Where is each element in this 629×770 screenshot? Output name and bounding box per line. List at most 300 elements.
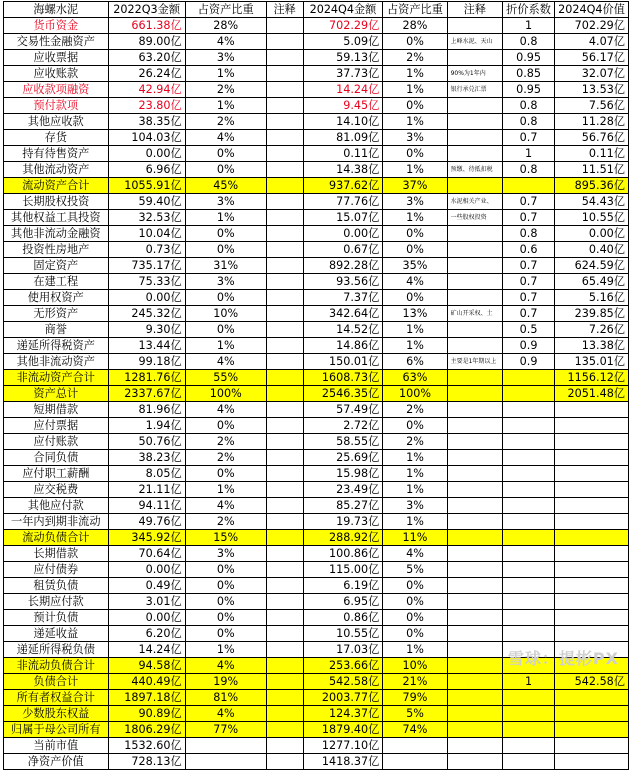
cell-q3-note[interactable] <box>266 706 303 722</box>
cell-q3-ratio[interactable]: 3% <box>185 194 266 210</box>
cell-q4-ratio[interactable]: 0% <box>383 98 447 114</box>
cell-q4-note[interactable] <box>447 98 503 114</box>
cell-q4-value[interactable] <box>555 514 629 530</box>
cell-q4-note[interactable]: 水泥相关产业、 <box>447 194 503 210</box>
cell-q3-note[interactable] <box>266 82 303 98</box>
cell-q4-value[interactable]: 54.43亿 <box>555 194 629 210</box>
cell-q3-note[interactable] <box>266 610 303 626</box>
cell-factor[interactable]: 0.95 <box>503 50 555 66</box>
cell-name[interactable]: 所有者权益合计 <box>4 690 109 706</box>
cell-q3-amount[interactable]: 70.64亿 <box>108 546 185 562</box>
cell-q3-amount[interactable]: 32.53亿 <box>108 210 185 226</box>
header-cell-q3-note[interactable]: 注释 <box>266 2 303 18</box>
cell-q3-amount[interactable]: 14.24亿 <box>108 642 185 658</box>
cell-factor[interactable] <box>503 466 555 482</box>
cell-factor[interactable] <box>503 418 555 434</box>
cell-q3-note[interactable] <box>266 482 303 498</box>
cell-factor[interactable] <box>503 178 555 194</box>
cell-q4-amount[interactable]: 14.86亿 <box>303 338 383 354</box>
cell-q4-value[interactable]: 0.40亿 <box>555 242 629 258</box>
cell-q4-value[interactable]: 56.17亿 <box>555 50 629 66</box>
cell-q4-ratio[interactable]: 37% <box>383 178 447 194</box>
cell-q4-ratio[interactable]: 0% <box>383 626 447 642</box>
cell-q4-ratio[interactable]: 0% <box>383 578 447 594</box>
cell-q4-value[interactable] <box>555 738 629 754</box>
cell-factor[interactable]: 0.8 <box>503 34 555 50</box>
cell-factor[interactable]: 0.8 <box>503 114 555 130</box>
cell-q3-note[interactable] <box>266 18 303 34</box>
cell-q4-ratio[interactable]: 2% <box>383 402 447 418</box>
cell-q4-ratio[interactable]: 0% <box>383 226 447 242</box>
cell-q4-amount[interactable]: 15.07亿 <box>303 210 383 226</box>
cell-factor[interactable] <box>503 370 555 386</box>
cell-q4-note[interactable] <box>447 338 503 354</box>
cell-q3-note[interactable] <box>266 530 303 546</box>
cell-name[interactable]: 无形资产 <box>4 306 109 322</box>
cell-q4-note[interactable] <box>447 130 503 146</box>
cell-q4-amount[interactable]: 2546.35亿 <box>303 386 383 402</box>
cell-q3-ratio[interactable]: 4% <box>185 34 266 50</box>
cell-q4-note[interactable] <box>447 562 503 578</box>
cell-q4-amount[interactable]: 150.01亿 <box>303 354 383 370</box>
cell-q3-amount[interactable]: 23.80亿 <box>108 98 185 114</box>
cell-q4-value[interactable]: 7.26亿 <box>555 322 629 338</box>
cell-factor[interactable]: 0.7 <box>503 194 555 210</box>
cell-q3-ratio[interactable]: 0% <box>185 146 266 162</box>
cell-q4-amount[interactable]: 37.73亿 <box>303 66 383 82</box>
cell-factor[interactable] <box>503 386 555 402</box>
cell-factor[interactable]: 1 <box>503 18 555 34</box>
cell-q4-note[interactable] <box>447 498 503 514</box>
cell-q3-ratio[interactable]: 0% <box>185 578 266 594</box>
cell-q3-amount[interactable]: 3.01亿 <box>108 594 185 610</box>
cell-q3-note[interactable] <box>266 594 303 610</box>
cell-factor[interactable] <box>503 754 555 770</box>
cell-q4-note[interactable] <box>447 642 503 658</box>
cell-q3-ratio[interactable]: 4% <box>185 354 266 370</box>
cell-q3-amount[interactable]: 9.30亿 <box>108 322 185 338</box>
cell-q4-value[interactable] <box>555 402 629 418</box>
cell-q3-amount[interactable]: 63.20亿 <box>108 50 185 66</box>
cell-q4-note[interactable] <box>447 50 503 66</box>
cell-q3-note[interactable] <box>266 690 303 706</box>
cell-name[interactable]: 在建工程 <box>4 274 109 290</box>
cell-q3-amount[interactable]: 99.18亿 <box>108 354 185 370</box>
cell-q3-amount[interactable]: 2337.67亿 <box>108 386 185 402</box>
cell-q4-value[interactable] <box>555 450 629 466</box>
cell-q3-amount[interactable]: 661.38亿 <box>108 18 185 34</box>
cell-q3-note[interactable] <box>266 114 303 130</box>
cell-factor[interactable] <box>503 530 555 546</box>
cell-q3-amount[interactable]: 10.04亿 <box>108 226 185 242</box>
cell-q3-amount[interactable]: 0.00亿 <box>108 290 185 306</box>
cell-q3-note[interactable] <box>266 194 303 210</box>
cell-q3-note[interactable] <box>266 450 303 466</box>
cell-q4-note[interactable] <box>447 754 503 770</box>
cell-q4-value[interactable] <box>555 498 629 514</box>
cell-q4-value[interactable]: 10.55亿 <box>555 210 629 226</box>
cell-factor[interactable]: 0.6 <box>503 242 555 258</box>
cell-q4-note[interactable] <box>447 594 503 610</box>
cell-q4-note[interactable] <box>447 578 503 594</box>
cell-factor[interactable]: 0.7 <box>503 306 555 322</box>
cell-q3-note[interactable] <box>266 210 303 226</box>
cell-q4-note[interactable]: 90%为1年内 <box>447 66 503 82</box>
cell-name[interactable]: 交易性金融资产 <box>4 34 109 50</box>
cell-factor[interactable]: 0.7 <box>503 258 555 274</box>
cell-q3-amount[interactable]: 38.23亿 <box>108 450 185 466</box>
cell-q4-note[interactable] <box>447 322 503 338</box>
cell-factor[interactable]: 0.7 <box>503 210 555 226</box>
cell-q3-ratio[interactable]: 3% <box>185 546 266 562</box>
cell-name[interactable]: 存货 <box>4 130 109 146</box>
cell-q3-note[interactable] <box>266 50 303 66</box>
cell-q3-ratio[interactable]: 4% <box>185 130 266 146</box>
header-cell-factor[interactable]: 折价系数 <box>503 2 555 18</box>
cell-q3-amount[interactable]: 1897.18亿 <box>108 690 185 706</box>
cell-q4-note[interactable] <box>447 626 503 642</box>
cell-q3-amount[interactable]: 49.76亿 <box>108 514 185 530</box>
cell-q4-note[interactable] <box>447 546 503 562</box>
cell-q3-note[interactable] <box>266 146 303 162</box>
cell-q3-amount[interactable]: 0.00亿 <box>108 610 185 626</box>
cell-q4-ratio[interactable]: 2% <box>383 434 447 450</box>
cell-q4-amount[interactable]: 1418.37亿 <box>303 754 383 770</box>
cell-q3-amount[interactable]: 1.94亿 <box>108 418 185 434</box>
cell-q4-value[interactable] <box>555 482 629 498</box>
cell-q3-ratio[interactable]: 81% <box>185 690 266 706</box>
cell-q3-ratio[interactable]: 0% <box>185 594 266 610</box>
cell-q4-value[interactable] <box>555 530 629 546</box>
cell-q4-amount[interactable]: 100.86亿 <box>303 546 383 562</box>
cell-q3-ratio[interactable]: 55% <box>185 370 266 386</box>
cell-q3-ratio[interactable]: 4% <box>185 706 266 722</box>
cell-q3-note[interactable] <box>266 98 303 114</box>
cell-q4-value[interactable]: 895.36亿 <box>555 178 629 194</box>
cell-q4-note[interactable]: 主要是1年期以上 <box>447 354 503 370</box>
cell-name[interactable]: 资产总计 <box>4 386 109 402</box>
cell-q3-note[interactable] <box>266 370 303 386</box>
cell-q4-note[interactable] <box>447 242 503 258</box>
cell-q3-ratio[interactable]: 0% <box>185 626 266 642</box>
cell-name[interactable]: 长期股权投资 <box>4 194 109 210</box>
cell-q4-ratio[interactable]: 0% <box>383 146 447 162</box>
cell-q4-value[interactable]: 11.28亿 <box>555 114 629 130</box>
cell-q4-note[interactable] <box>447 434 503 450</box>
cell-q3-ratio[interactable]: 0% <box>185 226 266 242</box>
cell-q4-value[interactable]: 11.51亿 <box>555 162 629 178</box>
cell-q4-note[interactable] <box>447 482 503 498</box>
cell-q3-ratio[interactable]: 0% <box>185 562 266 578</box>
cell-name[interactable]: 应收款项融资 <box>4 82 109 98</box>
cell-q4-ratio[interactable]: 100% <box>383 386 447 402</box>
cell-q4-value[interactable]: 542.58亿 <box>555 674 629 690</box>
cell-factor[interactable] <box>503 482 555 498</box>
cell-q3-ratio[interactable]: 4% <box>185 498 266 514</box>
cell-q3-note[interactable] <box>266 658 303 674</box>
header-cell-q4-note[interactable]: 注释 <box>447 2 503 18</box>
cell-q4-note[interactable] <box>447 146 503 162</box>
cell-q3-ratio[interactable]: 1% <box>185 482 266 498</box>
cell-q4-ratio[interactable]: 6% <box>383 354 447 370</box>
cell-q4-value[interactable]: 624.59亿 <box>555 258 629 274</box>
cell-q3-ratio[interactable]: 31% <box>185 258 266 274</box>
cell-q4-ratio[interactable]: 1% <box>383 450 447 466</box>
cell-q4-value[interactable] <box>555 418 629 434</box>
cell-q3-note[interactable] <box>266 754 303 770</box>
cell-q3-amount[interactable]: 0.00亿 <box>108 562 185 578</box>
cell-q3-amount[interactable]: 1532.60亿 <box>108 738 185 754</box>
cell-q4-amount[interactable]: 253.66亿 <box>303 658 383 674</box>
cell-q4-amount[interactable]: 85.27亿 <box>303 498 383 514</box>
cell-q3-amount[interactable]: 38.35亿 <box>108 114 185 130</box>
cell-q4-ratio[interactable]: 0% <box>383 290 447 306</box>
cell-name[interactable]: 其他应收款 <box>4 114 109 130</box>
cell-q4-ratio[interactable]: 2% <box>383 50 447 66</box>
cell-q3-ratio[interactable]: 19% <box>185 674 266 690</box>
cell-q4-value[interactable]: 5.16亿 <box>555 290 629 306</box>
cell-q4-amount[interactable]: 342.64亿 <box>303 306 383 322</box>
cell-q4-ratio[interactable]: 5% <box>383 562 447 578</box>
cell-name[interactable]: 持有待售资产 <box>4 146 109 162</box>
cell-q3-ratio[interactable]: 28% <box>185 18 266 34</box>
cell-q4-amount[interactable]: 6.95亿 <box>303 594 383 610</box>
cell-q3-note[interactable] <box>266 66 303 82</box>
cell-q4-note[interactable] <box>447 658 503 674</box>
cell-q4-value[interactable] <box>555 578 629 594</box>
cell-q3-amount[interactable]: 440.49亿 <box>108 674 185 690</box>
cell-q3-amount[interactable]: 6.20亿 <box>108 626 185 642</box>
cell-q4-amount[interactable]: 937.62亿 <box>303 178 383 194</box>
cell-q4-note[interactable] <box>447 514 503 530</box>
cell-factor[interactable]: 0.5 <box>503 322 555 338</box>
cell-q4-amount[interactable]: 0.86亿 <box>303 610 383 626</box>
cell-q4-amount[interactable]: 542.58亿 <box>303 674 383 690</box>
cell-q4-value[interactable]: 4.07亿 <box>555 34 629 50</box>
header-cell-q3-ratio[interactable]: 占资产比重 <box>185 2 266 18</box>
cell-name[interactable]: 应付债券 <box>4 562 109 578</box>
cell-q3-ratio[interactable]: 77% <box>185 722 266 738</box>
cell-q4-note[interactable]: 银行承兑汇票 <box>447 82 503 98</box>
cell-q3-amount[interactable]: 59.40亿 <box>108 194 185 210</box>
cell-factor[interactable] <box>503 562 555 578</box>
cell-q4-value[interactable] <box>555 434 629 450</box>
cell-q4-value[interactable]: 0.11亿 <box>555 146 629 162</box>
header-cell-q4-ratio[interactable]: 占资产比重 <box>383 2 447 18</box>
cell-q3-amount[interactable]: 21.11亿 <box>108 482 185 498</box>
cell-q4-ratio[interactable]: 5% <box>383 706 447 722</box>
cell-q4-note[interactable] <box>447 226 503 242</box>
cell-q3-amount[interactable]: 8.05亿 <box>108 466 185 482</box>
cell-q4-note[interactable] <box>447 530 503 546</box>
cell-q3-note[interactable] <box>266 578 303 594</box>
cell-q3-note[interactable] <box>266 466 303 482</box>
cell-q3-amount[interactable]: 728.13亿 <box>108 754 185 770</box>
header-cell-q3-amount[interactable]: 2022Q3金额 <box>108 2 185 18</box>
cell-factor[interactable] <box>503 594 555 610</box>
cell-name[interactable]: 长期应付款 <box>4 594 109 610</box>
cell-q4-amount[interactable]: 0.11亿 <box>303 146 383 162</box>
cell-q3-ratio[interactable] <box>185 754 266 770</box>
cell-q3-note[interactable] <box>266 242 303 258</box>
cell-q4-note[interactable]: 矿山开采权、土 <box>447 306 503 322</box>
cell-name[interactable]: 应付职工薪酬 <box>4 466 109 482</box>
cell-q4-ratio[interactable]: 1% <box>383 66 447 82</box>
cell-q4-note[interactable] <box>447 674 503 690</box>
cell-q4-value[interactable] <box>555 722 629 738</box>
cell-q4-amount[interactable]: 2003.77亿 <box>303 690 383 706</box>
cell-name[interactable]: 流动资产合计 <box>4 178 109 194</box>
cell-name[interactable]: 应付账款 <box>4 434 109 450</box>
cell-name[interactable]: 预计负债 <box>4 610 109 626</box>
cell-q4-amount[interactable]: 81.09亿 <box>303 130 383 146</box>
header-cell-company[interactable]: 海螺水泥 <box>4 2 109 18</box>
cell-q4-amount[interactable]: 0.67亿 <box>303 242 383 258</box>
cell-factor[interactable] <box>503 450 555 466</box>
cell-q4-value[interactable] <box>555 594 629 610</box>
cell-factor[interactable] <box>503 690 555 706</box>
cell-name[interactable]: 应收账款 <box>4 66 109 82</box>
cell-q4-ratio[interactable]: 0% <box>383 418 447 434</box>
cell-name[interactable]: 其他非流动金融资 <box>4 226 109 242</box>
cell-q4-ratio[interactable]: 1% <box>383 642 447 658</box>
cell-q3-note[interactable] <box>266 626 303 642</box>
cell-factor[interactable] <box>503 498 555 514</box>
cell-name[interactable]: 其他流动资产 <box>4 162 109 178</box>
cell-q3-ratio[interactable]: 3% <box>185 274 266 290</box>
cell-factor[interactable]: 0.7 <box>503 130 555 146</box>
cell-q4-note[interactable] <box>447 418 503 434</box>
cell-q3-note[interactable] <box>266 546 303 562</box>
cell-q3-amount[interactable]: 89.00亿 <box>108 34 185 50</box>
cell-name[interactable]: 当前市值 <box>4 738 109 754</box>
cell-q3-amount[interactable]: 0.73亿 <box>108 242 185 258</box>
header-cell-q4-value[interactable]: 2024Q4价值 <box>555 2 629 18</box>
cell-q4-ratio[interactable]: 11% <box>383 530 447 546</box>
cell-q4-note[interactable] <box>447 114 503 130</box>
cell-q4-value[interactable]: 7.56亿 <box>555 98 629 114</box>
cell-q3-amount[interactable]: 42.94亿 <box>108 82 185 98</box>
cell-q3-amount[interactable]: 13.44亿 <box>108 338 185 354</box>
cell-name[interactable]: 净资产价值 <box>4 754 109 770</box>
cell-q4-amount[interactable]: 6.19亿 <box>303 578 383 594</box>
cell-factor[interactable]: 0.8 <box>503 226 555 242</box>
cell-q4-value[interactable]: 2051.48亿 <box>555 386 629 402</box>
cell-q3-amount[interactable]: 245.32亿 <box>108 306 185 322</box>
cell-q4-amount[interactable]: 892.28亿 <box>303 258 383 274</box>
cell-q3-ratio[interactable]: 1% <box>185 66 266 82</box>
cell-q3-note[interactable] <box>266 290 303 306</box>
cell-q4-value[interactable] <box>555 562 629 578</box>
cell-q4-amount[interactable]: 23.49亿 <box>303 482 383 498</box>
cell-name[interactable]: 流动负债合计 <box>4 530 109 546</box>
cell-name[interactable]: 递延收益 <box>4 626 109 642</box>
cell-q4-ratio[interactable]: 1% <box>383 338 447 354</box>
cell-name[interactable]: 归属于母公司所有 <box>4 722 109 738</box>
cell-q3-note[interactable] <box>266 178 303 194</box>
cell-q4-amount[interactable]: 1277.10亿 <box>303 738 383 754</box>
cell-q4-value[interactable]: 702.29亿 <box>555 18 629 34</box>
cell-factor[interactable] <box>503 722 555 738</box>
cell-q4-ratio[interactable]: 4% <box>383 546 447 562</box>
cell-q4-amount[interactable]: 1879.40亿 <box>303 722 383 738</box>
cell-name[interactable]: 非流动资产合计 <box>4 370 109 386</box>
cell-q4-amount[interactable]: 115.00亿 <box>303 562 383 578</box>
cell-q4-note[interactable]: 上峰水泥、天山 <box>447 34 503 50</box>
cell-q3-note[interactable] <box>266 386 303 402</box>
cell-q4-value[interactable] <box>555 626 629 642</box>
cell-q3-note[interactable] <box>266 306 303 322</box>
cell-q4-value[interactable]: 13.53亿 <box>555 82 629 98</box>
cell-q3-ratio[interactable]: 2% <box>185 514 266 530</box>
cell-q4-amount[interactable]: 9.45亿 <box>303 98 383 114</box>
cell-q4-ratio[interactable]: 3% <box>383 498 447 514</box>
cell-name[interactable]: 租赁负债 <box>4 578 109 594</box>
cell-q4-ratio[interactable]: 13% <box>383 306 447 322</box>
cell-q4-ratio[interactable]: 0% <box>383 610 447 626</box>
cell-q4-amount[interactable]: 93.56亿 <box>303 274 383 290</box>
cell-q3-note[interactable] <box>266 274 303 290</box>
cell-q3-ratio[interactable]: 15% <box>185 530 266 546</box>
cell-name[interactable]: 递延所得税资产 <box>4 338 109 354</box>
cell-q3-ratio[interactable]: 100% <box>185 386 266 402</box>
cell-q4-ratio[interactable]: 3% <box>383 130 447 146</box>
cell-q4-note[interactable] <box>447 690 503 706</box>
cell-q4-ratio[interactable]: 74% <box>383 722 447 738</box>
cell-q4-amount[interactable]: 2.72亿 <box>303 418 383 434</box>
cell-name[interactable]: 应交税费 <box>4 482 109 498</box>
cell-q3-amount[interactable]: 94.11亿 <box>108 498 185 514</box>
cell-factor[interactable]: 0.8 <box>503 162 555 178</box>
cell-q3-ratio[interactable]: 3% <box>185 50 266 66</box>
cell-q4-ratio[interactable]: 0% <box>383 242 447 258</box>
header-cell-q4-amount[interactable]: 2024Q4金额 <box>303 2 383 18</box>
cell-q4-ratio[interactable]: 28% <box>383 18 447 34</box>
cell-factor[interactable] <box>503 402 555 418</box>
cell-q4-note[interactable] <box>447 706 503 722</box>
cell-q3-ratio[interactable]: 1% <box>185 338 266 354</box>
cell-q4-note[interactable] <box>447 450 503 466</box>
cell-q3-note[interactable] <box>266 338 303 354</box>
cell-name[interactable]: 使用权资产 <box>4 290 109 306</box>
cell-q4-value[interactable] <box>555 754 629 770</box>
cell-q4-note[interactable] <box>447 290 503 306</box>
cell-q4-ratio[interactable]: 1% <box>383 82 447 98</box>
cell-q4-value[interactable]: 65.49亿 <box>555 274 629 290</box>
cell-q4-value[interactable] <box>555 546 629 562</box>
cell-q4-note[interactable] <box>447 722 503 738</box>
cell-name[interactable]: 投资性房地产 <box>4 242 109 258</box>
cell-q4-note[interactable] <box>447 738 503 754</box>
cell-q4-amount[interactable]: 15.98亿 <box>303 466 383 482</box>
cell-q3-ratio[interactable]: 1% <box>185 642 266 658</box>
cell-factor[interactable]: 0.8 <box>503 98 555 114</box>
cell-q4-amount[interactable]: 25.69亿 <box>303 450 383 466</box>
cell-q3-note[interactable] <box>266 130 303 146</box>
cell-q3-note[interactable] <box>266 226 303 242</box>
cell-q4-amount[interactable]: 14.52亿 <box>303 322 383 338</box>
cell-name[interactable]: 商誉 <box>4 322 109 338</box>
cell-q4-amount[interactable]: 59.13亿 <box>303 50 383 66</box>
cell-q4-value[interactable] <box>555 706 629 722</box>
cell-q3-ratio[interactable]: 2% <box>185 434 266 450</box>
cell-q4-note[interactable] <box>447 258 503 274</box>
cell-factor[interactable] <box>503 514 555 530</box>
cell-q4-amount[interactable]: 14.10亿 <box>303 114 383 130</box>
cell-q3-note[interactable] <box>266 642 303 658</box>
cell-q4-ratio[interactable] <box>383 738 447 754</box>
cell-name[interactable]: 短期借款 <box>4 402 109 418</box>
